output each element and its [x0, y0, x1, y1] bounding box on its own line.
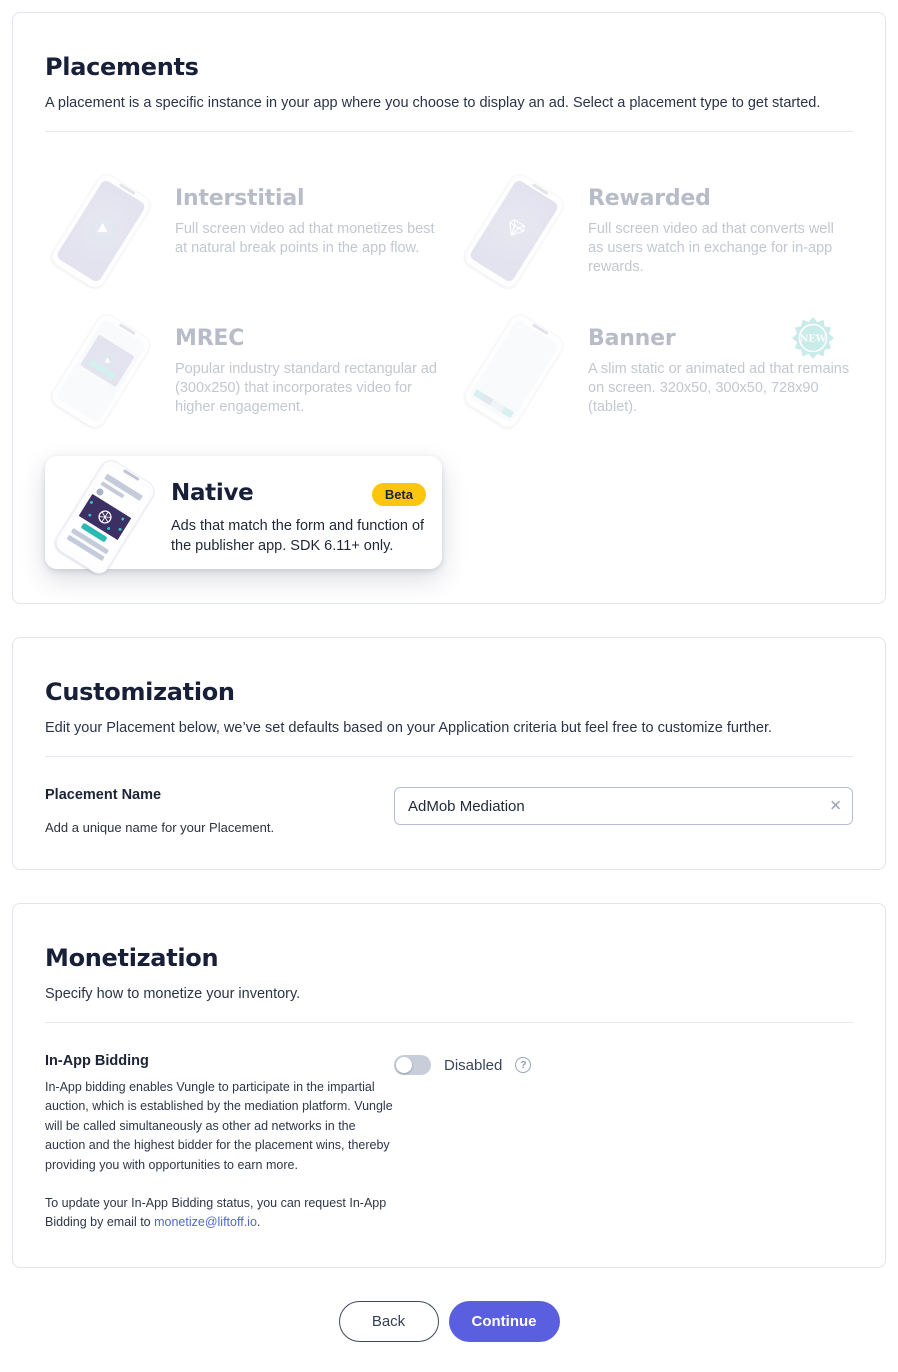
shutter-icon [95, 507, 116, 528]
banner-phone-illustration [458, 316, 576, 428]
gem-icon [499, 216, 528, 246]
in-app-bidding-label: In-App Bidding [45, 1053, 149, 1069]
placement-name-input[interactable] [394, 787, 853, 825]
play-icon [79, 208, 123, 254]
placement-type-interstitial[interactable] [45, 176, 442, 294]
in-app-bidding-toggle[interactable] [394, 1055, 431, 1075]
placement-type-native-selected[interactable] [45, 456, 442, 569]
banner-title: Banner [588, 326, 676, 351]
placement-name-row [45, 787, 853, 835]
clear-icon[interactable]: ✕ [829, 797, 842, 815]
continue-button[interactable]: Continue [449, 1301, 560, 1342]
divider [45, 131, 853, 132]
mrec-phone-illustration [45, 316, 163, 428]
in-app-bidding-request [45, 1194, 394, 1233]
placement-type-grid [45, 176, 853, 569]
request-text: To update your In-App Bidding status, you can request In-App Bidding by email to [45, 1195, 387, 1230]
native-description: Ads that match the form and function of the publisher app. SDK 6.11+ only. [171, 518, 425, 555]
native-title: Native [171, 480, 254, 506]
monetization-subtitle: Specify how to monetize your inventory. [45, 986, 301, 1002]
placements-subtitle: A placement is a specific instance in your app where you choose to display an ad. Select a placement type to get started. [45, 95, 821, 111]
in-app-bidding-toggle-row [394, 1053, 531, 1075]
interstitial-title: Interstitial [175, 186, 305, 211]
help-icon[interactable]: ? [515, 1057, 531, 1073]
placement-type-rewarded[interactable] [458, 176, 853, 294]
monetization-title: Monetization [45, 944, 219, 972]
footer-actions [12, 1301, 886, 1342]
placement-name-help: Add a unique name for your Placement. [45, 820, 275, 835]
new-badge [791, 316, 835, 360]
back-button[interactable]: Back [339, 1301, 439, 1342]
customization-subtitle: Edit your Placement below, we’ve set defaults based on your Application criteria but feel free to customize further. [45, 720, 773, 736]
beta-badge: Beta [372, 483, 426, 506]
monetize-email-link[interactable]: monetize@liftoff.io [154, 1215, 257, 1230]
banner-description: A slim static or animated ad that remains on screen. 320x50, 300x50, 728x90 (tablet). [588, 361, 850, 416]
native-phone-illustration [49, 466, 167, 559]
customization-title: Customization [45, 678, 235, 706]
rewarded-phone-illustration [458, 176, 576, 288]
placements-title: Placements [45, 53, 199, 81]
mrec-title: MREC [175, 326, 245, 351]
in-app-bidding-description: In-App bidding enables Vungle to participate in the impartial auction, which is established by the mediation platform. Vungle will be called simultaneously as other ad networks in the auction and the highest bidder for the placement wins, thereby providing you with opportunities to earn more. [45, 1080, 393, 1172]
svg-text:NEW: NEW [799, 333, 827, 345]
in-app-bidding-status: Disabled [444, 1056, 503, 1074]
in-app-bidding-row [45, 1053, 853, 1233]
interstitial-phone-illustration [45, 176, 163, 288]
placement-name-label: Placement Name [45, 787, 162, 803]
placement-type-banner[interactable] [458, 316, 853, 434]
divider [45, 1022, 853, 1023]
placements-card [12, 12, 886, 604]
rewarded-description: Full screen video ad that converts well as users watch in exchange for in-app rewards. [588, 221, 834, 276]
interstitial-description: Full screen video ad that monetizes best at natural break points in the app flow. [175, 221, 435, 257]
placement-type-mrec[interactable] [45, 316, 442, 434]
mrec-description: Popular industry standard rectangular ad (300x250) that incorporates video for higher engagement. [175, 361, 437, 416]
divider [45, 756, 853, 757]
request-suffix: . [256, 1215, 261, 1230]
rewarded-title: Rewarded [588, 186, 711, 211]
customization-card [12, 637, 886, 870]
monetization-card [12, 903, 886, 1268]
